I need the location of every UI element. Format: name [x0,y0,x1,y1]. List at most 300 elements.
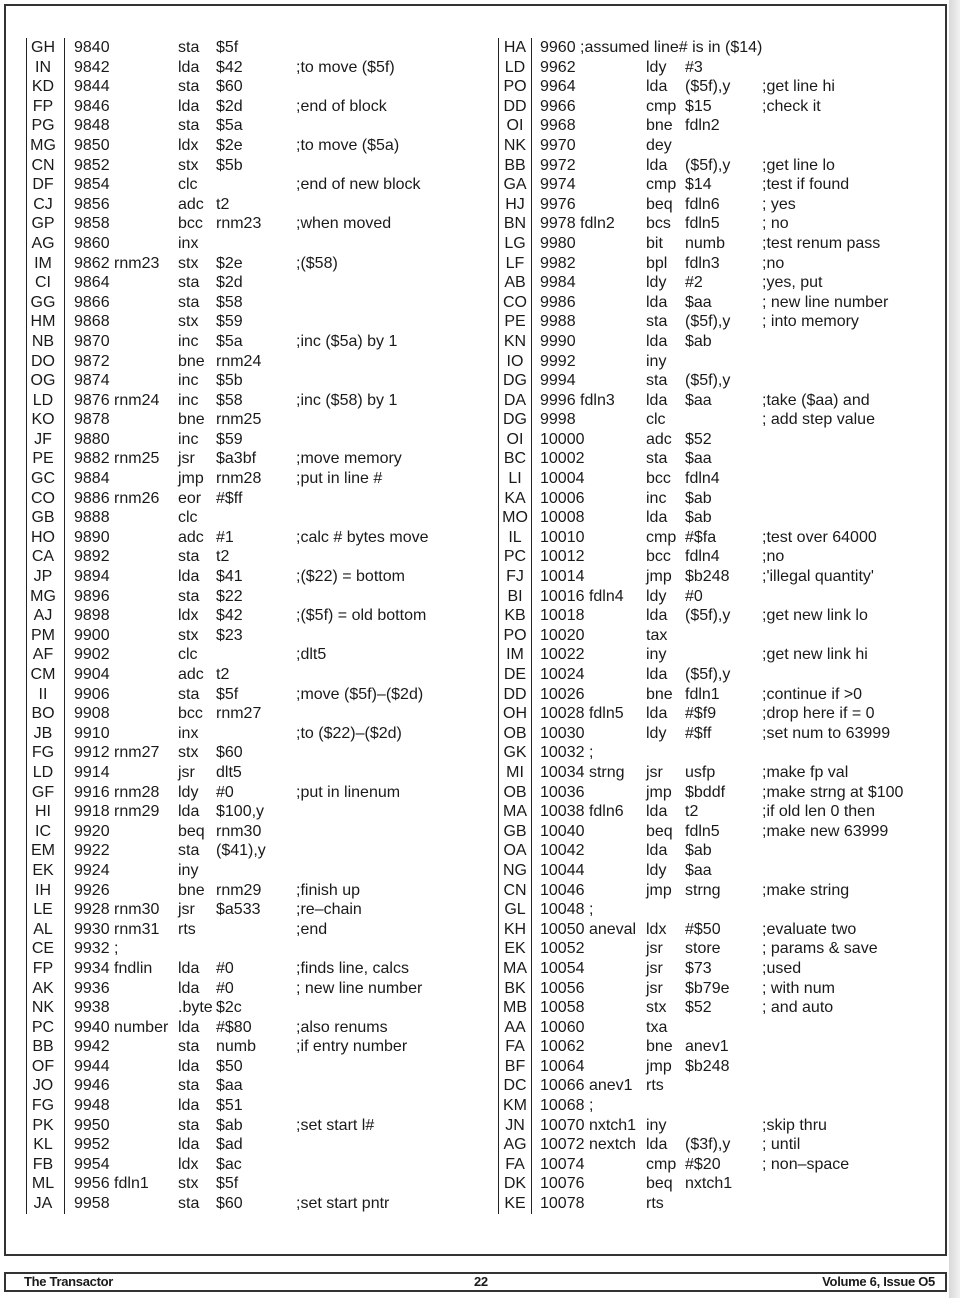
line-number: 10072 nextch [540,1136,637,1154]
line-number: 9874 [74,372,110,390]
checksum: MG [30,136,56,154]
comment: ; with num [762,979,835,997]
checksum: AA [504,1018,526,1036]
comment: ;to move ($5f) [296,58,395,76]
operand: t2 [216,666,230,683]
opcode: cmp [646,97,677,115]
opcode: sta [178,1195,200,1213]
checksum: PG [31,117,55,135]
opcode: jmp [646,783,672,801]
operand: $ab [216,1116,243,1134]
operand: $2e [216,254,243,272]
line-number: 9842 [74,58,110,76]
checksum: CN [503,881,527,899]
checksum: LD [504,58,526,76]
listing-line [498,939,938,959]
listing-line [26,1037,456,1057]
line-number: 10054 [540,959,585,977]
checksum: OF [31,1057,55,1075]
line-number: 9906 [74,685,110,703]
listing-line [498,38,938,58]
checksum: CE [31,940,55,958]
checksum: CM [30,666,56,683]
operand: $50 [216,1057,243,1075]
line-number: 10058 [540,999,585,1017]
comment: ;test if found [762,176,850,194]
listing-line [498,587,938,607]
listing-line [498,391,938,411]
line-number: 9944 [74,1057,110,1075]
line-number: 10074 [540,1155,585,1173]
opcode: lda [646,842,668,860]
operand: #$ff [216,489,243,507]
operand: ($5f),y [685,666,731,683]
opcode: inc [178,332,199,350]
line-number: 9980 [540,234,576,252]
operand: t2 [216,548,230,566]
listing-line [498,469,938,489]
line-number: 10070 nxtch1 [540,1116,637,1134]
operand: $52 [685,430,712,448]
opcode: adc [178,666,204,683]
opcode: clc [646,411,666,429]
comment: ;test renum pass [762,234,881,252]
checksum: PC [503,548,527,566]
listing-column-left [26,38,456,1214]
line-number: 9846 [74,97,110,115]
operand: #$f9 [685,705,717,723]
listing-line [26,38,456,58]
checksum: GB [503,822,527,840]
operand: $aa [685,391,712,409]
opcode: sta [178,78,200,96]
checksum: DK [503,1175,527,1193]
checksum: KL [33,1136,53,1154]
listing-line [498,1037,938,1057]
comment: ;if old len 0 then [762,803,875,821]
operand: $2d [216,97,243,115]
comment: ;make fp val [762,763,849,781]
listing-line [498,1096,938,1116]
line-number: 9986 [540,293,576,311]
line-number: 9954 [74,1155,110,1173]
opcode: dey [646,136,672,154]
operand: $bddf [685,783,726,801]
listing-line [26,567,456,587]
opcode: sta [178,274,200,292]
checksum: MB [503,999,527,1017]
checksum: GF [31,783,55,801]
operand: $ac [216,1155,242,1173]
line-number: 9860 [74,234,110,252]
line-number: 9972 [540,156,576,174]
line-number: 10038 fdln6 [540,803,624,821]
checksum: IM [506,646,524,664]
opcode: tax [646,626,668,644]
opcode: ldx [646,920,667,938]
checksum: DG [503,372,527,390]
listing-line [498,332,938,352]
listing-line [26,371,456,391]
checksum: GH [31,39,55,56]
operand: ($5f),y [685,607,731,625]
listing-line [26,312,456,332]
operand: t2 [685,803,699,821]
operand: strng [685,881,721,899]
checksum: KM [503,1097,527,1115]
opcode: bne [178,881,205,899]
line-number: 9904 [74,666,110,683]
comment: ; and auto [762,999,834,1017]
line-number: 9862 rnm23 [74,254,160,272]
comment: ;used [762,959,802,977]
opcode: bne [178,411,205,429]
checksum: GB [31,509,55,527]
listing-line [26,234,456,254]
comment: ; yes [762,195,796,213]
line-number: 9946 [74,1077,110,1095]
checksum: BC [503,450,527,468]
listing-line [498,998,938,1018]
line-number: 10010 [540,528,585,546]
listing-line [26,704,456,724]
line-number: 9900 [74,626,110,644]
operand: #$ff [685,724,712,742]
checksum: OI [506,430,524,448]
line-number: 10076 [540,1175,585,1193]
comment: ;dlt5 [296,646,327,664]
line-number: 10018 [540,607,585,625]
line-number: 10022 [540,646,585,664]
line-number: 10030 [540,724,585,742]
checksum: IC [35,822,51,840]
opcode: bne [646,1038,673,1056]
checksum: AG [31,234,55,252]
opcode: bcc [178,705,203,723]
opcode: jsr [646,763,663,781]
line-number: 9992 [540,352,576,370]
listing-line [26,822,456,842]
checksum: AK [32,979,54,997]
line-number: 9882 rnm25 [74,450,160,468]
checksum: LF [505,254,525,272]
opcode: ldx [178,1155,199,1173]
line-number: 9964 [540,78,576,96]
comment: ; add step value [762,411,875,429]
opcode: iny [178,861,199,879]
comment: ;make string [762,881,850,899]
checksum: LE [33,901,53,919]
operand: $a3bf [216,450,257,468]
line-number: 9870 [74,332,110,350]
line-number: 10012 [540,548,585,566]
operand: $aa [685,450,712,468]
checksum: MA [503,803,527,821]
checksum: PC [31,1018,55,1036]
listing-line [498,1018,938,1038]
opcode: iny [646,352,667,370]
line-number: 9840 [74,39,110,56]
listing-line [26,1116,456,1136]
opcode: lda [646,1136,668,1154]
checksum: GP [31,215,55,233]
operand: $5f [216,685,239,703]
listing-line [26,116,456,136]
operand: ($5f),y [685,313,731,331]
line-number: 9966 [540,97,576,115]
listing-line [498,528,938,548]
listing-line [498,645,938,665]
opcode: lda [646,509,668,527]
checksum: LG [504,234,526,252]
line-number: 9854 [74,176,110,194]
opcode: stx [178,1175,199,1193]
operand: store [685,940,721,958]
comment: ;move ($5f)–($2d) [296,685,424,703]
opcode: sta [178,587,200,605]
opcode: jsr [646,940,663,958]
opcode: jsr [646,979,663,997]
checksum: HO [31,528,55,546]
checksum: FG [31,744,55,762]
line-number: 9920 [74,822,110,840]
opcode: jmp [646,1057,672,1075]
checksum: MA [503,959,527,977]
checksum: CJ [33,195,53,213]
listing-line [498,1076,938,1096]
operand: rnm25 [216,411,262,429]
operand: numb [685,234,726,252]
opcode: stx [178,313,199,331]
checksum: KA [504,489,526,507]
checksum: KB [504,607,526,625]
operand: t2 [216,195,230,213]
line-number: 10032 ; [540,744,594,762]
operand: $60 [216,744,243,762]
line-number: 9914 [74,763,110,781]
comment: ;skip thru [762,1116,827,1134]
line-number: 9866 [74,293,110,311]
opcode: sta [178,842,200,860]
comment: ;no [762,254,785,272]
opcode: bcc [178,215,203,233]
listing-line [26,979,456,999]
line-number: 9924 [74,861,110,879]
listing-line [26,430,456,450]
opcode: iny [646,1116,667,1134]
comment: ;end [296,920,328,938]
operand: $ab [685,509,712,527]
opcode: lda [646,666,668,683]
operand: $5f [216,1175,239,1193]
line-number: 10034 strng [540,763,625,781]
comment: ; until [762,1136,801,1154]
line-number: 9926 [74,881,110,899]
operand: #$fa [685,528,717,546]
operand: fdln2 [685,117,720,135]
listing-line [26,254,456,274]
listing-line [498,783,938,803]
line-number: 9936 [74,979,110,997]
line-number: 9886 rnm26 [74,489,160,507]
line-number: 9928 rnm30 [74,901,160,919]
checksum: FA [505,1155,525,1173]
listing-line [26,783,456,803]
operand: ($5f),y [685,372,731,390]
checksum: IM [34,254,52,272]
listing-line [498,1174,938,1194]
listing-line [498,136,938,156]
checksum: BF [504,1057,526,1075]
line-number: 9938 [74,999,110,1017]
opcode: ldy [646,58,667,76]
operand: #0 [216,959,234,977]
line-number: 9902 [74,646,110,664]
line-number: 10024 [540,666,585,683]
line-number: 9898 [74,607,110,625]
opcode: ldy [646,724,667,742]
line-number: 10006 [540,489,585,507]
comment: ;get line lo [762,156,835,174]
listing-line [26,273,456,293]
operand: $aa [685,293,712,311]
checksum: OH [503,705,527,723]
checksum: ML [31,1175,55,1193]
listing-line [26,1018,456,1038]
checksum: FG [31,1097,55,1115]
checksum: OG [30,372,56,390]
page-number: 22 [474,1274,488,1289]
operand: ($41),y [216,842,266,860]
opcode: lda [178,1057,200,1075]
listing-line [26,449,456,469]
checksum: AG [503,1136,527,1154]
listing-line [26,528,456,548]
line-number: 10000 [540,430,585,448]
line-number: 9868 [74,313,110,331]
opcode: clc [178,509,198,527]
opcode: jmp [646,568,672,586]
checksum: BB [32,1038,54,1056]
opcode: lda [178,58,200,76]
opcode: lda [646,391,668,409]
line-number: 9958 [74,1195,110,1213]
listing-line [26,802,456,822]
comment: ;'illegal quantity' [762,568,874,586]
line-number: 10046 [540,881,585,899]
operand: rnm24 [216,352,262,370]
opcode: jmp [646,881,672,899]
opcode: bne [646,117,673,135]
listing-line [26,665,456,685]
opcode: stx [646,999,667,1017]
listing-line [498,175,938,195]
comment: ;finish up [296,881,361,899]
opcode: lda [646,293,668,311]
opcode: bpl [646,254,668,272]
line-number: 9844 [74,78,110,96]
listing-line [26,881,456,901]
checksum: GA [503,176,527,194]
opcode: sta [646,313,668,331]
checksum: MO [502,509,528,527]
checksum: CO [503,293,527,311]
opcode: bcs [646,215,671,233]
checksum: AF [32,646,54,664]
checksum: JN [505,1116,525,1134]
operand: ($5f),y [685,156,731,174]
opcode: cmp [646,176,677,194]
listing-line [26,1096,456,1116]
operand: ($3f),y [685,1136,731,1154]
line-number: 9978 fdln2 [540,215,615,233]
comment: ; params & save [762,940,878,958]
page-edge-shadow [949,0,960,1298]
opcode: adc [178,528,204,546]
operand: $59 [216,313,243,331]
operand: fdln4 [685,470,720,488]
opcode: stx [178,254,199,272]
listing-line [498,724,938,744]
line-number: 9896 [74,587,110,605]
operand: #$20 [685,1155,721,1173]
comment: ;finds line, calcs [296,959,409,977]
comment: ;to ($22)–($2d) [296,724,402,742]
line-number: 9970 [540,136,576,154]
opcode: lda [178,803,200,821]
line-number: 9956 fdln1 [74,1175,149,1193]
line-number: 10028 fdln5 [540,705,624,723]
checksum: NK [503,136,527,154]
listing-line [26,626,456,646]
line-number: 10060 [540,1018,585,1036]
line-number: 10050 aneval [540,920,637,938]
checksum: BN [503,215,527,233]
operand: $ad [216,1136,243,1154]
opcode: lda [646,156,668,174]
listing-line [26,77,456,97]
checksum: KD [31,78,55,96]
line-number: 9916 rnm28 [74,783,160,801]
line-number: 10004 [540,470,585,488]
operand: $5f [216,39,239,56]
line-number: 9994 [540,372,576,390]
checksum: FP [32,97,54,115]
operand: dlt5 [216,763,242,781]
page-footer [4,1272,947,1292]
checksum: IH [35,881,51,899]
operand: numb [216,1038,257,1056]
listing-line [26,352,456,372]
listing-line [498,508,938,528]
line-number: 10052 [540,940,585,958]
opcode: ldy [646,861,667,879]
listing-line [26,939,456,959]
checksum: IO [506,352,524,370]
line-number: 9890 [74,528,110,546]
line-number: 10014 [540,568,585,586]
checksum: CN [31,156,55,174]
operand: #0 [685,587,703,605]
listing-line [26,410,456,430]
listing-line [498,214,938,234]
line-number: 9950 [74,1116,110,1134]
operand: anev1 [685,1038,729,1056]
listing-column-right [498,38,938,1214]
operand: usfp [685,763,716,781]
comment: ;calc # bytes move [296,528,429,546]
operand: rnm30 [216,822,262,840]
